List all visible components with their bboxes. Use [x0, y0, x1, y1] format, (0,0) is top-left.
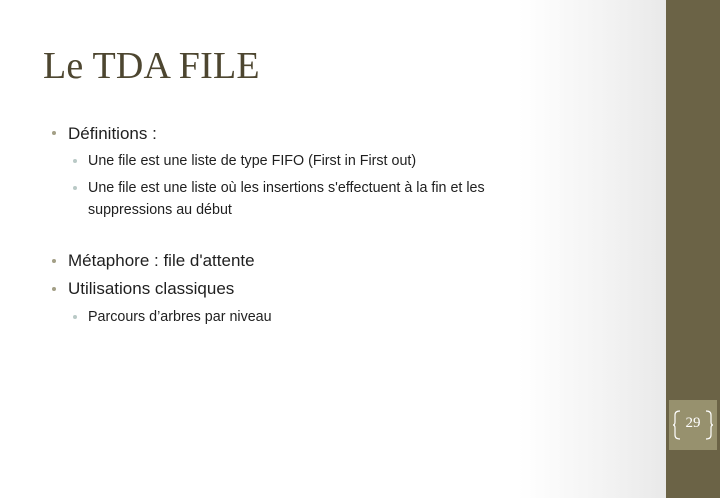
bullet-icon — [52, 287, 56, 291]
bullet-icon — [52, 131, 56, 135]
sub-bullet-tree-traversal: Parcours d’arbres par niveau — [88, 309, 272, 325]
bullet-icon — [52, 259, 56, 263]
slide-number-box — [669, 400, 717, 450]
slide-number: 29 — [685, 415, 701, 431]
right-bracket-icon — [705, 410, 713, 440]
sub-bullet-fifo: Une file est une liste de type FIFO (First in First out) — [88, 153, 417, 169]
sub-bullet-insertions: Une file est une liste où les insertions s'effectuent à la fin et les suppressions au début — [88, 180, 485, 218]
bullet-metaphor: Métaphore : file d'attente — [68, 251, 255, 270]
bullet-definitions: Définitions : — [68, 124, 157, 143]
sub-bullet-icon — [73, 315, 77, 319]
bullet-uses: Utilisations classiques — [68, 279, 235, 298]
sub-bullet-icon — [73, 159, 77, 163]
slide-title: Le TDA FILE — [43, 45, 260, 87]
sub-bullet-icon — [73, 186, 77, 190]
